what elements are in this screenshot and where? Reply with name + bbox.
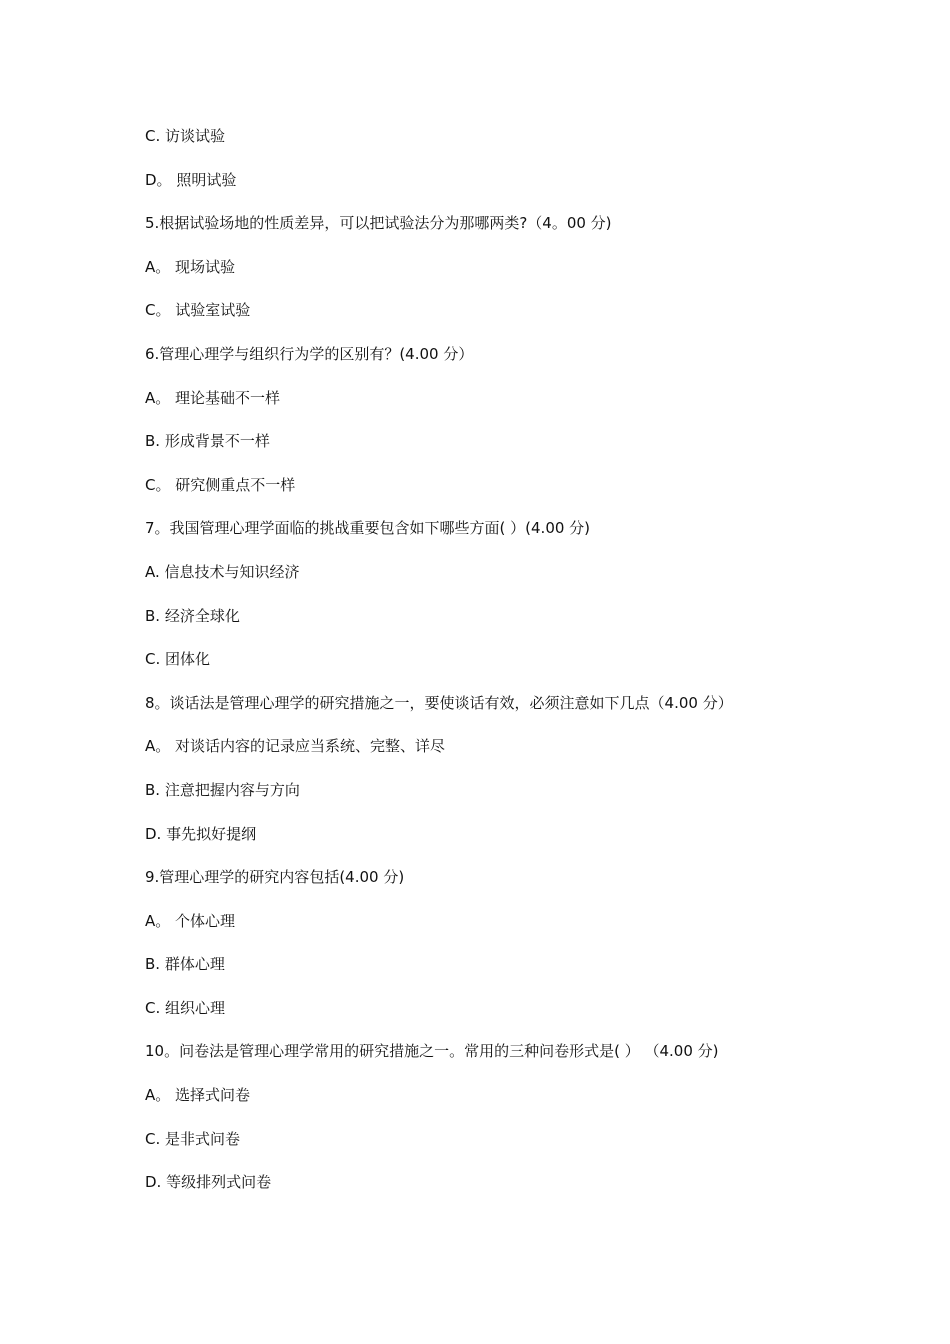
option-line: B. 注意把握内容与方向: [145, 780, 300, 799]
option-line: D。 照明试验: [145, 170, 237, 189]
option-line: A。 选择式问卷: [145, 1086, 251, 1105]
question-line: 10。问卷法是管理心理学常用的研究措施之一。常用的三种问卷形式是( ） （4.00 分): [145, 1042, 719, 1061]
option-line: C. 团体化: [145, 650, 211, 669]
document-content: [145, 126, 865, 1216]
option-line: C。 试验室试验: [145, 301, 251, 320]
option-line: A。 对谈话内容的记录应当系统、完整、详尽: [145, 737, 446, 756]
option-line: B. 群体心理: [145, 955, 225, 974]
option-line: C。 研究侧重点不一样: [145, 475, 296, 494]
option-line: A。 现场试验: [145, 257, 236, 276]
question-line: 8。谈话法是管理心理学的研究措施之一，要使谈话有效，必须注意如下几点（4.00 分）: [145, 693, 733, 712]
question-line: 7。我国管理心理学面临的挑战重要包含如下哪些方面( ）(4.00 分): [145, 519, 591, 538]
option-line: C. 访谈试验: [145, 127, 226, 145]
question-line: 6.管理心理学与组织行为学的区别有？(4.00 分）: [145, 344, 474, 363]
option-line: D. 等级排列式问卷: [145, 1173, 272, 1192]
option-line: C. 组织心理: [145, 998, 226, 1017]
option-line: C. 是非式问卷: [145, 1129, 241, 1148]
option-line: A。 理论基础不一样: [145, 388, 281, 407]
option-line: A。 个体心理: [145, 911, 236, 930]
option-line: D. 事先拟好提纲: [145, 824, 257, 843]
question-line: 5.根据试验场地的性质差异，可以把试验法分为那哪两类?（4。00 分): [145, 214, 612, 233]
question-line: 9.管理心理学的研究内容包括(4.00 分): [145, 868, 405, 887]
option-line: B. 形成背景不一样: [145, 432, 270, 451]
option-line: A. 信息技术与知识经济: [145, 562, 300, 581]
option-line: B. 经济全球化: [145, 606, 240, 625]
